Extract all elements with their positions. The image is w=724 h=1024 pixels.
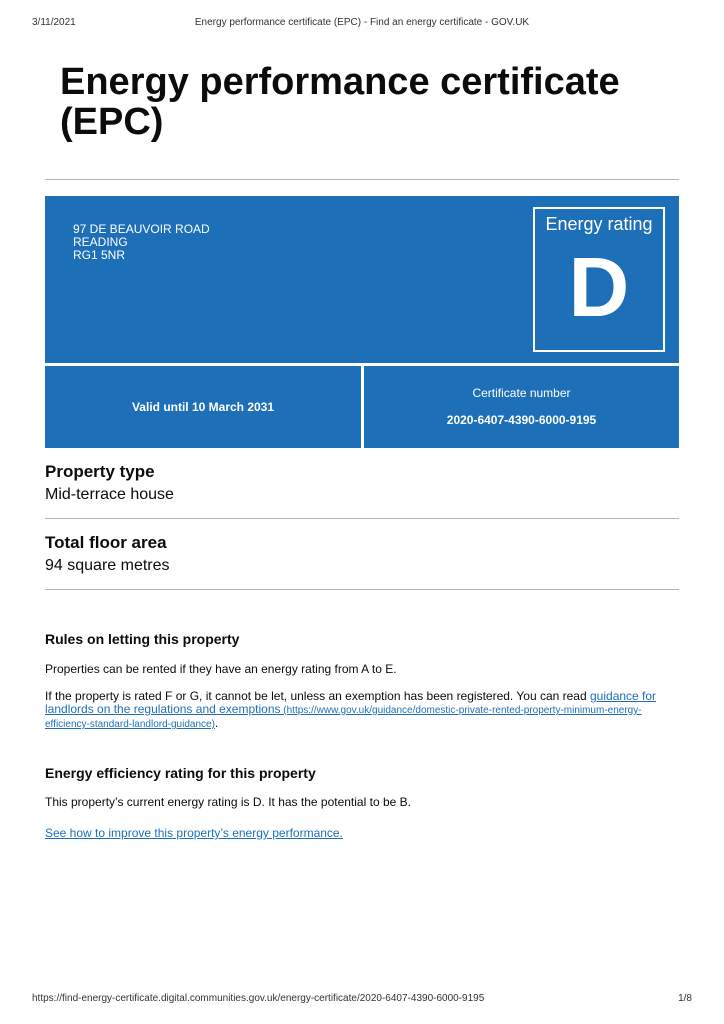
print-page-count: 1/8	[678, 993, 692, 1004]
certificate-number-label: Certificate number	[472, 386, 571, 400]
rules-paragraph-2	[45, 690, 679, 731]
certificate-panel	[45, 196, 679, 363]
address-line-2: READING	[73, 235, 128, 249]
certificate-number-cell	[364, 366, 679, 448]
print-date: 3/11/2021	[32, 17, 76, 28]
summary-divider	[45, 518, 679, 519]
property-address	[73, 223, 210, 262]
efficiency-paragraph: This property’s current energy rating is D. It has the potential to be B.	[45, 795, 411, 809]
title-divider	[45, 179, 679, 180]
address-line-1: 97 DE BEAUVOIR ROAD	[73, 222, 210, 236]
landlord-guidance-link[interactable]: guidance for landlords on the regulations and exemptions	[45, 689, 657, 716]
valid-until: Valid until 10 March 2031	[131, 400, 275, 414]
rules-paragraph-1: Properties can be rented if they have an energy rating from A to E.	[45, 662, 397, 676]
rules-paragraph-2-end: .	[214, 716, 219, 730]
rules-heading: Rules on letting this property	[45, 631, 240, 647]
address-line-3: RG1 5NR	[73, 248, 126, 262]
floor-area-value: 94 square metres	[45, 557, 170, 574]
print-footer-url: https://find-energy-certificate.digital.communities.gov.uk/energy-certificate/2020-6407-4390-6000-9195	[32, 993, 485, 1004]
floor-area-heading: Total floor area	[45, 533, 167, 552]
efficiency-heading: Energy efficiency rating for this property	[45, 765, 316, 781]
energy-rating-letter: D	[568, 240, 630, 334]
rules-paragraph-2-text: If the property is rated F or G, it cannot be let, unless an exemption has been registered. You can read	[45, 689, 590, 703]
property-type-heading: Property type	[45, 462, 155, 481]
page-title: Energy performance certificate (EPC)	[60, 61, 620, 143]
certificate-number: 2020-6407-4390-6000-9195	[446, 413, 597, 427]
print-header	[32, 17, 692, 31]
validity-cell	[45, 366, 361, 448]
summary-divider	[45, 589, 679, 590]
improve-link-paragraph	[45, 827, 679, 840]
print-footer	[32, 993, 692, 1007]
energy-rating-label: Energy rating	[545, 214, 653, 234]
energy-rating-box	[533, 207, 665, 352]
improve-performance-link[interactable]: See how to improve this property’s energy performance.	[45, 826, 343, 840]
print-page-title: Energy performance certificate (EPC) - Find an energy certificate - GOV.UK	[194, 17, 530, 28]
property-type-value: Mid-terrace house	[45, 486, 174, 503]
landlord-guidance-url[interactable]: (https://www.gov.uk/guidance/domestic-private-rented-property-minimum-energy-efficiency-standard-landlord-guidance)	[45, 705, 642, 730]
